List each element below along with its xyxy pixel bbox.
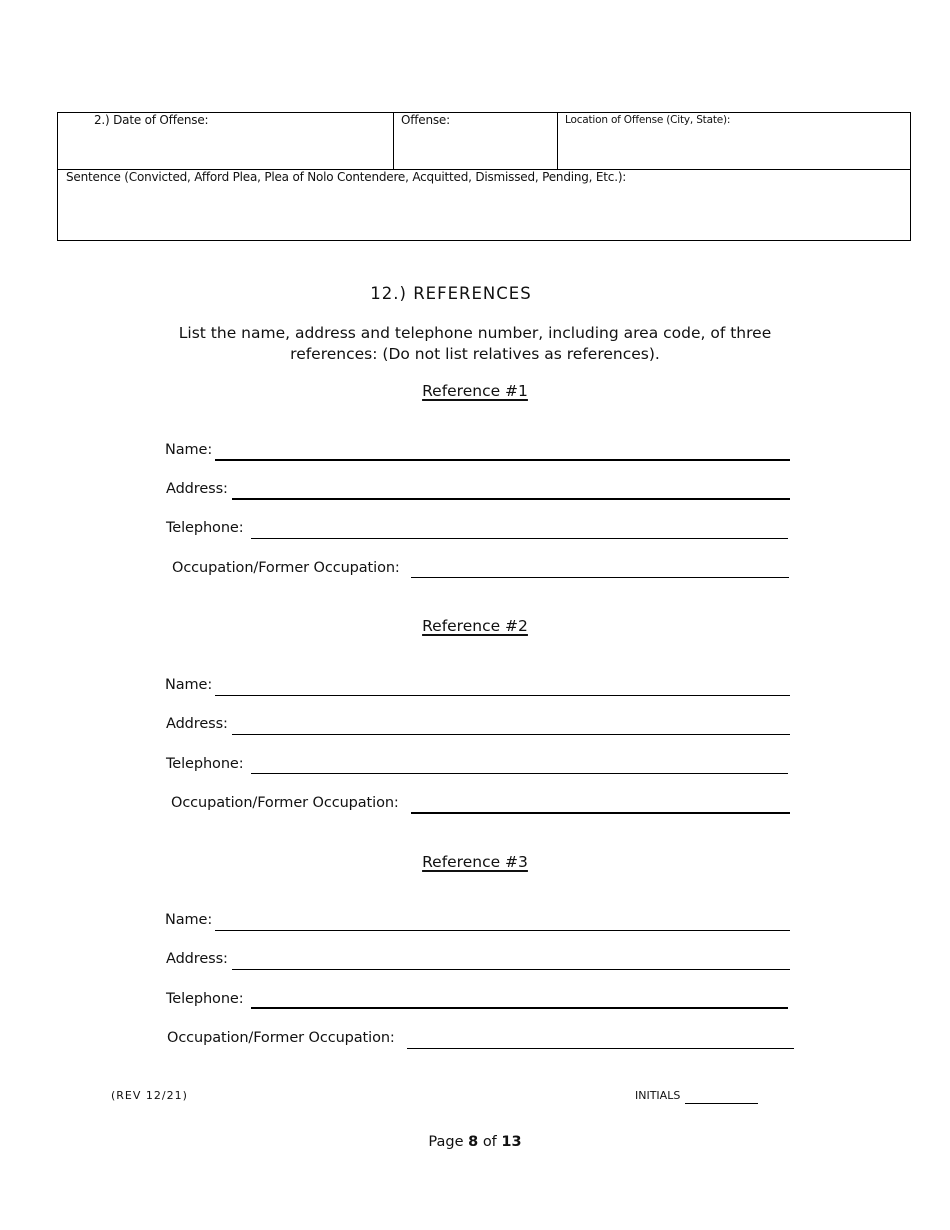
- reference-1-address-label: Address:: [166, 481, 228, 497]
- reference-1-address-field[interactable]: [232, 498, 790, 500]
- sentence-cell[interactable]: [58, 169, 910, 240]
- reference-2-heading: Reference #2: [422, 617, 528, 635]
- location-of-offense-label: Location of Offense (City, State):: [565, 114, 731, 126]
- sentence-label: Sentence (Convicted, Afford Plea, Plea of Nolo Contendere, Acquitted, Dismissed, Pending, Etc.):: [66, 170, 627, 184]
- offense-table: [57, 112, 911, 241]
- reference-2-name-field[interactable]: [215, 695, 790, 696]
- offense-label: Offense:: [401, 113, 450, 127]
- reference-3-occupation-field[interactable]: [407, 1048, 794, 1049]
- reference-3-occupation-label: Occupation/Former Occupation:: [167, 1030, 395, 1046]
- instructions-text: List the name, address and telephone number, including area code, of three references: (Do not list relatives as references).: [178, 324, 772, 363]
- location-of-offense-cell[interactable]: [558, 113, 910, 169]
- reference-1-name-field[interactable]: [215, 459, 790, 461]
- reference-1-name-label: Name:: [165, 442, 213, 458]
- page-total: 13: [501, 1134, 522, 1150]
- reference-3-telephone-field[interactable]: [251, 1007, 788, 1009]
- page-of: of: [482, 1134, 497, 1150]
- reference-2-address-label: Address:: [166, 716, 228, 732]
- reference-3-telephone-label: Telephone:: [166, 991, 244, 1007]
- reference-1-telephone-label: Telephone:: [166, 520, 244, 536]
- revision-label: (REV 12/21): [111, 1089, 188, 1102]
- reference-2-occupation-field[interactable]: [411, 812, 790, 814]
- reference-3-name-label: Name:: [165, 912, 213, 928]
- reference-3-heading: Reference #3: [422, 853, 528, 871]
- date-of-offense-cell[interactable]: [58, 113, 394, 169]
- page-current: 8: [468, 1134, 479, 1150]
- reference-2-name-label: Name:: [165, 677, 213, 693]
- reference-2-occupation-label: Occupation/Former Occupation:: [171, 795, 399, 811]
- initials-label: INITIALS: [635, 1089, 681, 1102]
- reference-1-occupation-field[interactable]: [411, 577, 789, 578]
- reference-3-address-field[interactable]: [232, 969, 790, 970]
- reference-2-address-field[interactable]: [232, 734, 790, 735]
- section-title: 12.) REFERENCES: [370, 284, 532, 303]
- reference-3-address-label: Address:: [166, 951, 228, 967]
- offense-cell[interactable]: [394, 113, 558, 169]
- reference-1-telephone-field[interactable]: [251, 538, 788, 539]
- reference-1-occupation-label: Occupation/Former Occupation:: [172, 560, 400, 576]
- page-number: [0, 1134, 950, 1150]
- page-prefix: Page: [428, 1134, 464, 1150]
- reference-1-heading: Reference #1: [422, 382, 528, 400]
- reference-3-name-field[interactable]: [215, 930, 790, 931]
- initials-field[interactable]: [685, 1103, 758, 1104]
- reference-2-telephone-label: Telephone:: [166, 756, 244, 772]
- date-of-offense-label: 2.) Date of Offense:: [94, 113, 209, 127]
- reference-2-telephone-field[interactable]: [251, 773, 788, 774]
